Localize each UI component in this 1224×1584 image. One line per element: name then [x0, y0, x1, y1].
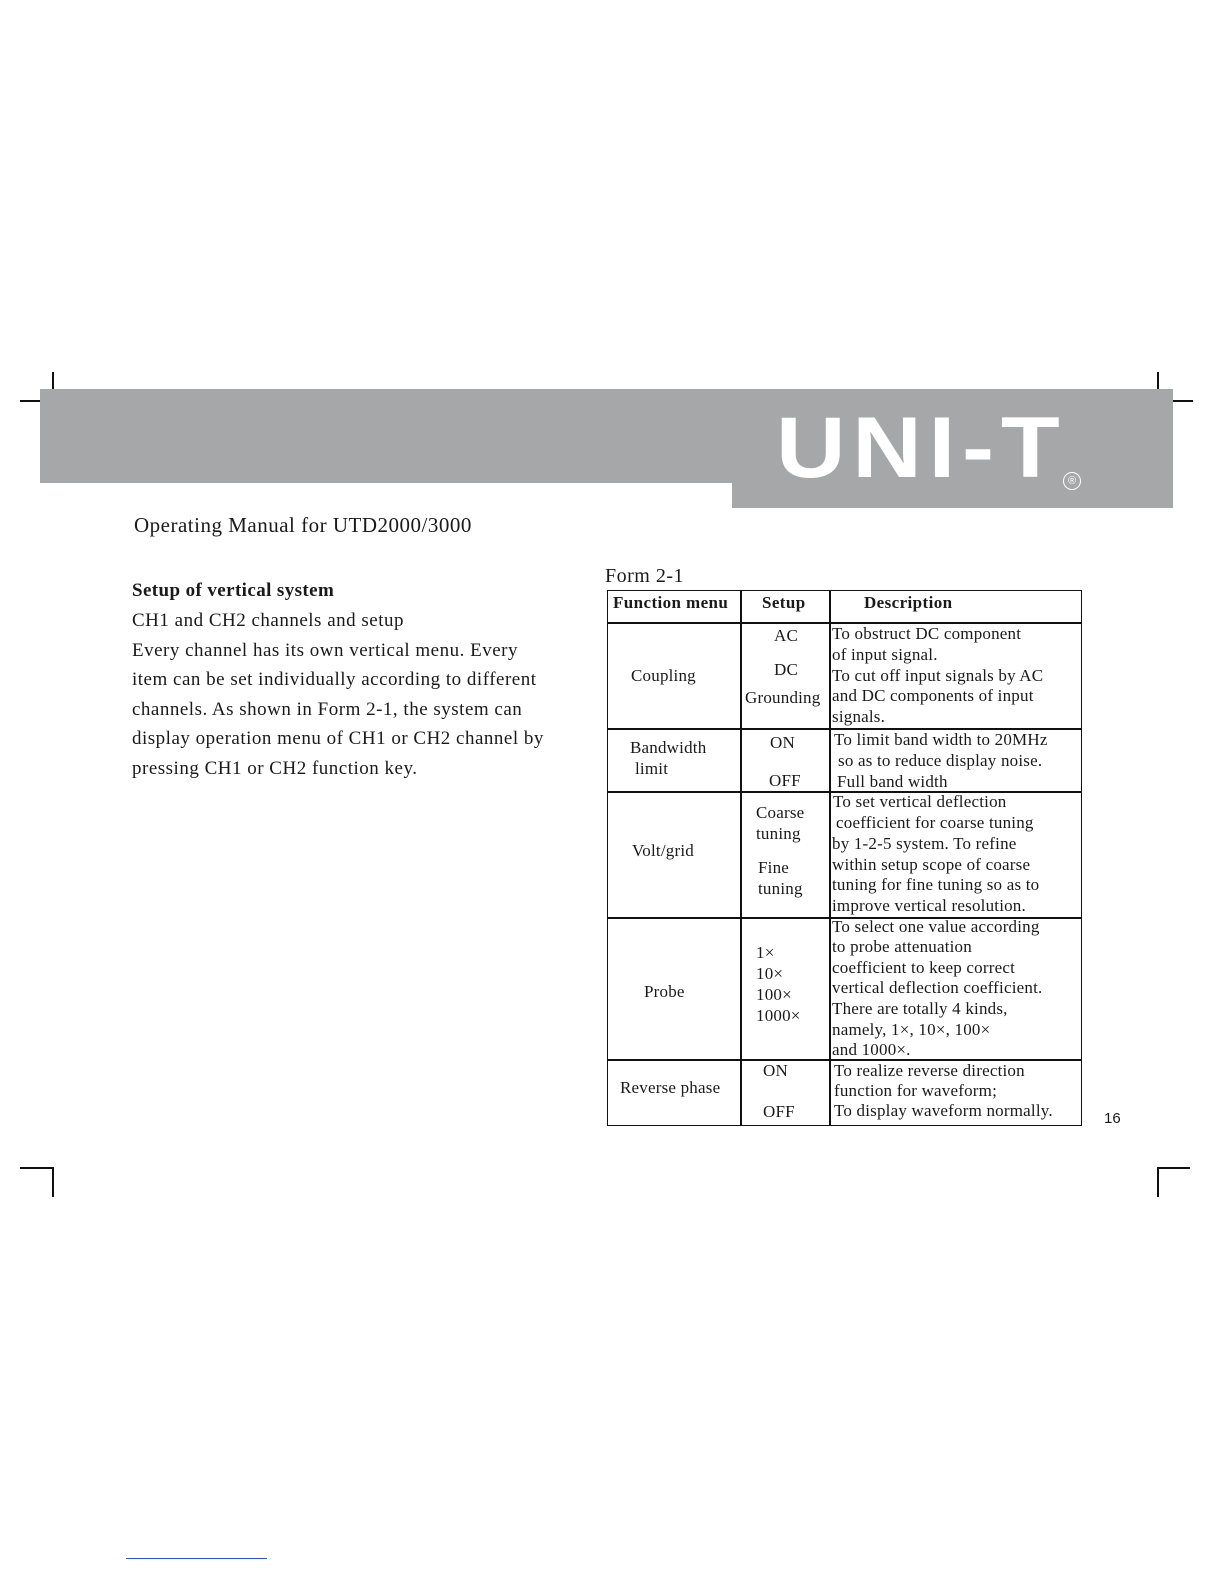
crop-mark — [1157, 1167, 1190, 1169]
function-reverse-phase: Reverse phase — [620, 1078, 721, 1097]
description-line: and DC components of input — [832, 686, 1034, 705]
form-label: Form 2-1 — [605, 565, 684, 587]
description-line: to probe attenuation — [832, 937, 972, 956]
description-line: coefficient for coarse tuning — [836, 813, 1034, 832]
section-body — [132, 606, 602, 783]
description-line: To cut off input signals by AC — [832, 666, 1044, 685]
setup-value: 10× — [756, 964, 784, 983]
header-description: Description — [864, 593, 953, 612]
body-line: Every channel has its own vertical menu. Every — [132, 639, 518, 661]
description-line: To display waveform normally. — [834, 1101, 1053, 1120]
description-line: namely, 1×, 10×, 100× — [832, 1020, 991, 1039]
description-line: To set vertical deflection — [833, 792, 1007, 811]
body-line: CH1 and CH2 channels and setup — [132, 610, 404, 631]
function-bandwidth-limit: limit — [635, 759, 669, 778]
description-line: within setup scope of coarse — [832, 855, 1031, 874]
setup-value: AC — [774, 626, 799, 645]
description-line: To realize reverse direction — [834, 1061, 1025, 1080]
function-volt-grid: Volt/grid — [632, 841, 694, 860]
description-line: improve vertical resolution. — [832, 896, 1026, 915]
crop-mark — [52, 1167, 54, 1197]
column-divider — [829, 591, 831, 1125]
crop-mark — [1157, 1167, 1159, 1197]
crop-mark — [20, 1167, 53, 1169]
section-heading: Setup of vertical system — [132, 580, 335, 601]
vertical-menu-table — [607, 590, 1082, 1126]
manual-title: Operating Manual for UTD2000/3000 — [134, 513, 472, 537]
setup-value: 1000× — [756, 1006, 801, 1025]
description-line: Full band width — [837, 772, 948, 791]
body-line: pressing CH1 or CH2 function key. — [132, 757, 418, 779]
setup-value: tuning — [758, 879, 803, 898]
setup-value: 1× — [756, 943, 775, 962]
description-line: To obstruct DC component — [832, 624, 1022, 643]
description-line: There are totally 4 kinds, — [832, 999, 1008, 1018]
body-line: channels. As shown in Form 2-1, the system can — [132, 698, 523, 720]
setup-value: ON — [763, 1061, 788, 1080]
crop-mark — [20, 400, 40, 402]
brand-logo: UNI-T — [776, 400, 1067, 496]
setup-value: Coarse — [756, 803, 805, 822]
description-line: and 1000×. — [832, 1040, 911, 1059]
description-line: To select one value according — [832, 917, 1040, 936]
description-line: vertical deflection coefficient. — [832, 978, 1043, 997]
crop-mark — [1173, 400, 1193, 402]
description-line: function for waveform; — [834, 1081, 998, 1100]
setup-value: ON — [770, 733, 795, 752]
description-line: coefficient to keep correct — [832, 958, 1016, 977]
function-coupling: Coupling — [631, 666, 696, 685]
page-number: 16 — [1104, 1110, 1121, 1127]
setup-value: Grounding — [745, 688, 821, 707]
registered-mark: ® — [1063, 472, 1081, 490]
setup-value: OFF — [769, 771, 801, 790]
body-line: item can be set individually according to different — [132, 669, 537, 690]
setup-value: tuning — [756, 824, 801, 843]
body-line: display operation menu of CH1 or CH2 channel by — [132, 728, 544, 749]
description-line: signals. — [832, 707, 886, 726]
description-line: To limit band width to 20MHz — [834, 730, 1048, 749]
description-line: by 1-2-5 system. To refine — [832, 834, 1017, 853]
footer-link-underline — [126, 1558, 267, 1559]
description-line: of input signal. — [832, 645, 938, 664]
header-setup: Setup — [762, 593, 806, 612]
description-line: so as to reduce display noise. — [838, 751, 1043, 770]
setup-value: OFF — [763, 1102, 795, 1121]
setup-value: DC — [774, 660, 799, 679]
function-bandwidth-limit: Bandwidth — [630, 738, 707, 757]
header-function-menu: Function menu — [613, 593, 729, 612]
column-divider — [740, 591, 742, 1125]
setup-value: 100× — [756, 985, 792, 1004]
function-probe: Probe — [644, 982, 685, 1001]
setup-value: Fine — [758, 858, 790, 877]
description-line: tuning for fine tuning so as to — [832, 875, 1040, 894]
